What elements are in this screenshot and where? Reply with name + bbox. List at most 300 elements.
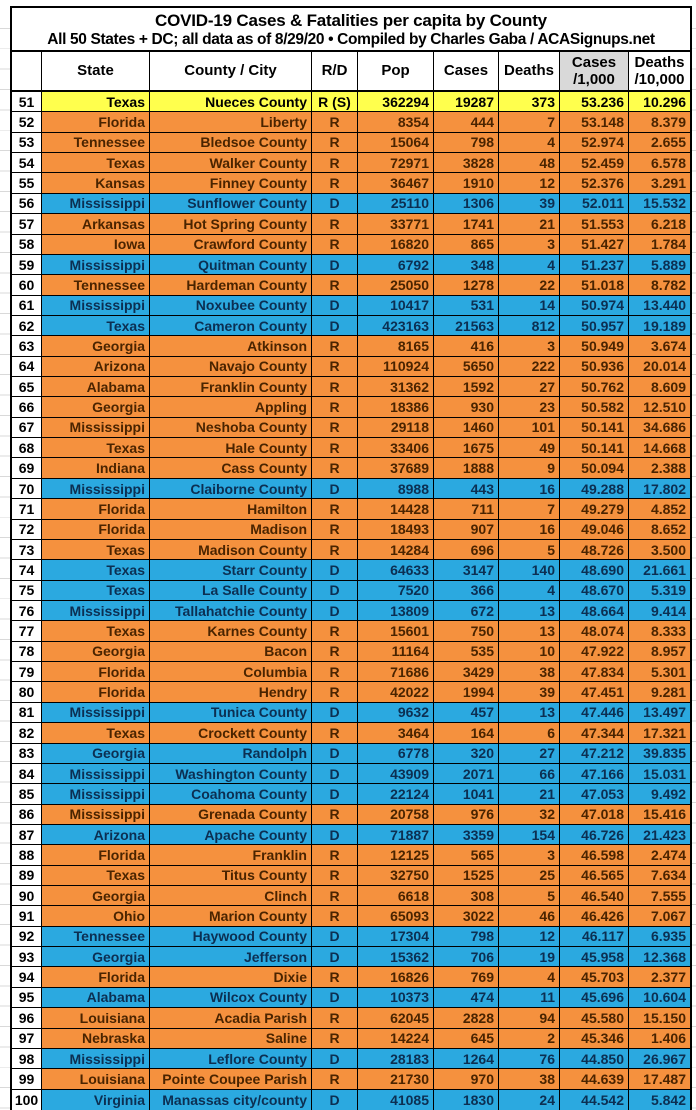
cell-county: Wilcox County xyxy=(150,988,312,1007)
cell-pop: 72971 xyxy=(358,153,434,172)
cell-pop: 7520 xyxy=(358,581,434,600)
cell-cases: 348 xyxy=(434,255,499,274)
cell-pop: 12125 xyxy=(358,845,434,864)
cell-cases-per-1000: 50.974 xyxy=(560,296,629,315)
cell-county: Karnes County xyxy=(150,621,312,640)
cell-county: Franklin xyxy=(150,845,312,864)
cell-deaths: 4 xyxy=(499,581,560,600)
cell-rd: R xyxy=(312,866,358,885)
cell-cases: 457 xyxy=(434,703,499,722)
cell-cases: 865 xyxy=(434,235,499,254)
cell-rank: 56 xyxy=(12,194,42,213)
cell-pop: 18493 xyxy=(358,520,434,539)
cell-cases-per-1000: 50.582 xyxy=(560,397,629,416)
cell-deaths-per-10000: 10.296 xyxy=(629,92,690,111)
cell-pop: 62045 xyxy=(358,1008,434,1027)
cell-cases-per-1000: 47.344 xyxy=(560,723,629,742)
cell-pop: 6618 xyxy=(358,886,434,905)
header-pop: Pop xyxy=(358,52,434,90)
cell-deaths: 27 xyxy=(499,744,560,763)
cell-rank: 65 xyxy=(12,377,42,396)
cell-cases-per-1000: 51.427 xyxy=(560,235,629,254)
cell-rank: 94 xyxy=(12,967,42,986)
cell-deaths: 5 xyxy=(499,540,560,559)
cell-deaths: 21 xyxy=(499,214,560,233)
cell-cases: 3022 xyxy=(434,906,499,925)
cell-deaths-per-10000: 7.067 xyxy=(629,906,690,925)
table-row xyxy=(12,682,690,702)
cell-pop: 43909 xyxy=(358,764,434,783)
cell-pop: 32750 xyxy=(358,866,434,885)
cell-state: Texas xyxy=(42,316,150,335)
cell-state: Florida xyxy=(42,967,150,986)
cell-cases: 769 xyxy=(434,967,499,986)
table-row xyxy=(12,967,690,987)
table-row xyxy=(12,845,690,865)
table-row xyxy=(12,581,690,601)
cell-cases: 1460 xyxy=(434,418,499,437)
cell-state: Tennessee xyxy=(42,133,150,152)
cell-state: Mississippi xyxy=(42,255,150,274)
cell-pop: 8988 xyxy=(358,479,434,498)
cell-pop: 36467 xyxy=(358,173,434,192)
cell-rank: 100 xyxy=(12,1090,42,1110)
table-row xyxy=(12,642,690,662)
cell-county: Hamilton xyxy=(150,499,312,518)
cell-state: Florida xyxy=(42,112,150,131)
cell-rd: R xyxy=(312,336,358,355)
cell-rd: R xyxy=(312,377,358,396)
cell-rd: D xyxy=(312,479,358,498)
cell-cases-per-1000: 45.958 xyxy=(560,947,629,966)
cell-cases: 1592 xyxy=(434,377,499,396)
cell-rd: D xyxy=(312,560,358,579)
cell-state: Iowa xyxy=(42,235,150,254)
table-row xyxy=(12,214,690,234)
cell-rank: 63 xyxy=(12,336,42,355)
cell-county: Bacon xyxy=(150,642,312,661)
cell-rd: R xyxy=(312,886,358,905)
cell-rank: 54 xyxy=(12,153,42,172)
cell-cases: 443 xyxy=(434,479,499,498)
table-row xyxy=(12,886,690,906)
cell-deaths-per-10000: 5.842 xyxy=(629,1090,690,1110)
cell-state: Louisiana xyxy=(42,1069,150,1088)
cell-pop: 423163 xyxy=(358,316,434,335)
cell-rank: 95 xyxy=(12,988,42,1007)
cell-state: Texas xyxy=(42,92,150,111)
cell-rank: 84 xyxy=(12,764,42,783)
cell-county: Hardeman County xyxy=(150,275,312,294)
cell-cases-per-1000: 46.426 xyxy=(560,906,629,925)
cell-pop: 6778 xyxy=(358,744,434,763)
table-row xyxy=(12,255,690,275)
cell-county: Leflore County xyxy=(150,1049,312,1068)
cell-cases: 798 xyxy=(434,133,499,152)
cell-county: Finney County xyxy=(150,173,312,192)
cell-pop: 17304 xyxy=(358,927,434,946)
cell-cases: 1278 xyxy=(434,275,499,294)
cell-state: Texas xyxy=(42,540,150,559)
cell-cases: 645 xyxy=(434,1029,499,1048)
cell-state: Mississippi xyxy=(42,703,150,722)
cell-rank: 98 xyxy=(12,1049,42,1068)
cell-county: Saline xyxy=(150,1029,312,1048)
table-row xyxy=(12,397,690,417)
cell-rd: D xyxy=(312,581,358,600)
table-row xyxy=(12,296,690,316)
table-row xyxy=(12,520,690,540)
table-row xyxy=(12,1008,690,1028)
cell-deaths: 7 xyxy=(499,112,560,131)
cell-rank: 90 xyxy=(12,886,42,905)
table-row xyxy=(12,133,690,153)
cell-deaths-per-10000: 12.510 xyxy=(629,397,690,416)
cell-county: Grenada County xyxy=(150,805,312,824)
table-body xyxy=(12,92,690,1110)
table-row xyxy=(12,1049,690,1069)
table-row xyxy=(12,235,690,255)
cell-rank: 80 xyxy=(12,682,42,701)
cell-state: Georgia xyxy=(42,886,150,905)
table-row xyxy=(12,418,690,438)
cell-deaths-per-10000: 8.782 xyxy=(629,275,690,294)
cell-pop: 9632 xyxy=(358,703,434,722)
cell-county: Dixie xyxy=(150,967,312,986)
cell-state: Nebraska xyxy=(42,1029,150,1048)
cell-county: Pointe Coupee Parish xyxy=(150,1069,312,1088)
cell-rd: D xyxy=(312,764,358,783)
cell-state: Texas xyxy=(42,153,150,172)
cell-county: Haywood County xyxy=(150,927,312,946)
cell-deaths: 94 xyxy=(499,1008,560,1027)
cell-pop: 8165 xyxy=(358,336,434,355)
cell-rd: R xyxy=(312,418,358,437)
cell-cases: 1910 xyxy=(434,173,499,192)
cell-cases-per-1000: 52.011 xyxy=(560,194,629,213)
cell-deaths: 76 xyxy=(499,1049,560,1068)
cell-county: Walker County xyxy=(150,153,312,172)
cell-deaths: 11 xyxy=(499,988,560,1007)
cell-cases-per-1000: 45.346 xyxy=(560,1029,629,1048)
cell-cases-per-1000: 51.018 xyxy=(560,275,629,294)
cell-deaths-per-10000: 39.835 xyxy=(629,744,690,763)
table-row xyxy=(12,744,690,764)
cell-rank: 72 xyxy=(12,520,42,539)
cell-county: Cass County xyxy=(150,458,312,477)
cell-cases: 3828 xyxy=(434,153,499,172)
cell-county: Randolph xyxy=(150,744,312,763)
table-row xyxy=(12,112,690,132)
cell-pop: 21730 xyxy=(358,1069,434,1088)
cell-rd: D xyxy=(312,1090,358,1110)
cell-state: Mississippi xyxy=(42,805,150,824)
cell-pop: 13809 xyxy=(358,601,434,620)
header-deaths_per_10000: Deaths /10,000 xyxy=(634,53,685,88)
table-title: COVID-19 Cases & Fatalities per capita by County xyxy=(155,11,547,30)
cell-deaths-per-10000: 5.889 xyxy=(629,255,690,274)
cell-county: Atkinson xyxy=(150,336,312,355)
cell-deaths-per-10000: 14.668 xyxy=(629,438,690,457)
cell-rd: R xyxy=(312,723,358,742)
cell-county: La Salle County xyxy=(150,581,312,600)
cell-rank: 93 xyxy=(12,947,42,966)
cell-cases: 930 xyxy=(434,397,499,416)
header-cases_per_1000: Cases /1,000 xyxy=(560,52,629,90)
cell-deaths: 24 xyxy=(499,1090,560,1110)
table-row xyxy=(12,927,690,947)
cell-rd: D xyxy=(312,194,358,213)
cell-pop: 15362 xyxy=(358,947,434,966)
cell-rank: 62 xyxy=(12,316,42,335)
cell-rank: 66 xyxy=(12,397,42,416)
cell-cases-per-1000: 46.117 xyxy=(560,927,629,946)
cell-rank: 61 xyxy=(12,296,42,315)
cell-pop: 22124 xyxy=(358,784,434,803)
cell-cases: 3359 xyxy=(434,825,499,844)
cell-cases-per-1000: 50.141 xyxy=(560,438,629,457)
cell-state: Florida xyxy=(42,520,150,539)
cell-rank: 52 xyxy=(12,112,42,131)
cell-cases-per-1000: 52.459 xyxy=(560,153,629,172)
cell-cases: 1994 xyxy=(434,682,499,701)
cell-rd: R xyxy=(312,967,358,986)
cell-deaths: 3 xyxy=(499,336,560,355)
cell-pop: 33406 xyxy=(358,438,434,457)
cell-deaths-per-10000: 8.609 xyxy=(629,377,690,396)
cell-county: Nueces County xyxy=(150,92,312,111)
cell-cases-per-1000: 48.690 xyxy=(560,560,629,579)
cell-deaths-per-10000: 6.578 xyxy=(629,153,690,172)
cell-cases-per-1000: 49.288 xyxy=(560,479,629,498)
cell-cases-per-1000: 53.148 xyxy=(560,112,629,131)
cell-deaths: 12 xyxy=(499,173,560,192)
cell-county: Franklin County xyxy=(150,377,312,396)
cell-rd: D xyxy=(312,255,358,274)
cell-rd: R xyxy=(312,621,358,640)
cell-rank: 68 xyxy=(12,438,42,457)
cell-deaths-per-10000: 8.652 xyxy=(629,520,690,539)
cell-state: Florida xyxy=(42,662,150,681)
cell-deaths: 39 xyxy=(499,194,560,213)
cell-county: Hot Spring County xyxy=(150,214,312,233)
cell-rank: 78 xyxy=(12,642,42,661)
table-row xyxy=(12,194,690,214)
cell-rank: 88 xyxy=(12,845,42,864)
cell-deaths-per-10000: 2.655 xyxy=(629,133,690,152)
cell-county: Quitman County xyxy=(150,255,312,274)
table-row xyxy=(12,601,690,621)
cell-rd: R xyxy=(312,682,358,701)
cell-rd: R xyxy=(312,845,358,864)
cell-deaths-per-10000: 19.189 xyxy=(629,316,690,335)
cell-cases-per-1000: 47.451 xyxy=(560,682,629,701)
table-row xyxy=(12,1090,690,1110)
table-row xyxy=(12,764,690,784)
cell-rd: R xyxy=(312,906,358,925)
cell-cases-per-1000: 44.850 xyxy=(560,1049,629,1068)
cell-cases: 535 xyxy=(434,642,499,661)
cell-pop: 28183 xyxy=(358,1049,434,1068)
cell-state: Florida xyxy=(42,499,150,518)
cell-county: Madison xyxy=(150,520,312,539)
cell-county: Madison County xyxy=(150,540,312,559)
cell-deaths: 27 xyxy=(499,377,560,396)
cell-pop: 42022 xyxy=(358,682,434,701)
cell-deaths-per-10000: 4.852 xyxy=(629,499,690,518)
header-county: County / City xyxy=(150,52,312,90)
cell-deaths: 101 xyxy=(499,418,560,437)
cell-deaths: 23 xyxy=(499,397,560,416)
table-row xyxy=(12,906,690,926)
cell-county: Neshoba County xyxy=(150,418,312,437)
cell-deaths: 373 xyxy=(499,92,560,111)
cell-rank: 86 xyxy=(12,805,42,824)
cell-county: Hale County xyxy=(150,438,312,457)
cell-rd: D xyxy=(312,703,358,722)
cell-pop: 10373 xyxy=(358,988,434,1007)
cell-state: Texas xyxy=(42,581,150,600)
cell-rank: 64 xyxy=(12,357,42,376)
cell-rank: 89 xyxy=(12,866,42,885)
cell-cases-per-1000: 45.580 xyxy=(560,1008,629,1027)
cell-deaths-per-10000: 3.674 xyxy=(629,336,690,355)
cell-cases: 711 xyxy=(434,499,499,518)
cell-deaths: 13 xyxy=(499,621,560,640)
table-row xyxy=(12,1069,690,1089)
cell-rank: 59 xyxy=(12,255,42,274)
cell-deaths-per-10000: 7.634 xyxy=(629,866,690,885)
cell-cases-per-1000: 47.834 xyxy=(560,662,629,681)
cell-cases-per-1000: 44.542 xyxy=(560,1090,629,1110)
cell-state: Texas xyxy=(42,866,150,885)
cell-deaths: 22 xyxy=(499,275,560,294)
cell-state: Georgia xyxy=(42,947,150,966)
cell-rank: 53 xyxy=(12,133,42,152)
cell-rank: 97 xyxy=(12,1029,42,1048)
table-row xyxy=(12,621,690,641)
cell-deaths-per-10000: 8.333 xyxy=(629,621,690,640)
cell-pop: 71887 xyxy=(358,825,434,844)
cell-deaths: 13 xyxy=(499,601,560,620)
cell-rd: R xyxy=(312,112,358,131)
cell-deaths: 46 xyxy=(499,906,560,925)
cell-cases: 416 xyxy=(434,336,499,355)
cell-rank: 79 xyxy=(12,662,42,681)
cell-deaths-per-10000: 15.031 xyxy=(629,764,690,783)
cell-cases: 672 xyxy=(434,601,499,620)
cell-cases: 1741 xyxy=(434,214,499,233)
cell-rd: D xyxy=(312,825,358,844)
cell-cases-per-1000: 48.664 xyxy=(560,601,629,620)
cell-rd: R xyxy=(312,642,358,661)
cell-rd: D xyxy=(312,316,358,335)
cell-state: Mississippi xyxy=(42,601,150,620)
cell-state: Louisiana xyxy=(42,1008,150,1027)
cell-rank: 67 xyxy=(12,418,42,437)
table-row xyxy=(12,377,690,397)
cell-cases: 2828 xyxy=(434,1008,499,1027)
cell-cases-per-1000: 50.957 xyxy=(560,316,629,335)
cell-pop: 25050 xyxy=(358,275,434,294)
cell-rd: R xyxy=(312,458,358,477)
table-row xyxy=(12,540,690,560)
cell-rd: R xyxy=(312,1069,358,1088)
cell-deaths-per-10000: 21.423 xyxy=(629,825,690,844)
cell-county: Tunica County xyxy=(150,703,312,722)
cell-cases: 3429 xyxy=(434,662,499,681)
cell-state: Arkansas xyxy=(42,214,150,233)
table-row xyxy=(12,173,690,193)
table-row xyxy=(12,479,690,499)
cell-rank: 87 xyxy=(12,825,42,844)
cell-cases: 164 xyxy=(434,723,499,742)
cell-deaths: 222 xyxy=(499,357,560,376)
cell-cases: 976 xyxy=(434,805,499,824)
cell-rd: R xyxy=(312,153,358,172)
cell-cases-per-1000: 52.376 xyxy=(560,173,629,192)
table-row xyxy=(12,825,690,845)
cell-pop: 71686 xyxy=(358,662,434,681)
table-row xyxy=(12,1029,690,1049)
table-row xyxy=(12,336,690,356)
cell-cases-per-1000: 50.936 xyxy=(560,357,629,376)
cell-cases: 1041 xyxy=(434,784,499,803)
cell-cases: 19287 xyxy=(434,92,499,111)
cell-cases: 444 xyxy=(434,112,499,131)
cell-state: Mississippi xyxy=(42,194,150,213)
table-row xyxy=(12,438,690,458)
cell-deaths: 13 xyxy=(499,703,560,722)
cell-state: Mississippi xyxy=(42,784,150,803)
cell-cases-per-1000: 51.553 xyxy=(560,214,629,233)
cell-county: Apache County xyxy=(150,825,312,844)
cell-rd: R xyxy=(312,1008,358,1027)
cell-pop: 110924 xyxy=(358,357,434,376)
cell-state: Mississippi xyxy=(42,296,150,315)
cell-rank: 60 xyxy=(12,275,42,294)
cell-state: Mississippi xyxy=(42,1049,150,1068)
table-subtitle: All 50 States + DC; all data as of 8/29/20 • Compiled by Charles Gaba / ACASignups.net xyxy=(47,31,655,48)
cell-pop: 41085 xyxy=(358,1090,434,1110)
cell-county: Crawford County xyxy=(150,235,312,254)
cell-rd: R xyxy=(312,520,358,539)
cell-state: Georgia xyxy=(42,744,150,763)
cell-county: Acadia Parish xyxy=(150,1008,312,1027)
cell-cases: 706 xyxy=(434,947,499,966)
header-cases: Cases xyxy=(434,52,499,90)
cell-state: Indiana xyxy=(42,458,150,477)
cell-deaths: 14 xyxy=(499,296,560,315)
table-row xyxy=(12,316,690,336)
cell-cases: 1675 xyxy=(434,438,499,457)
covid-county-table xyxy=(10,6,692,1110)
cell-rd: D xyxy=(312,744,358,763)
cell-rd: R xyxy=(312,1029,358,1048)
cell-deaths-per-10000: 9.414 xyxy=(629,601,690,620)
cell-pop: 14284 xyxy=(358,540,434,559)
cell-cases-per-1000: 47.018 xyxy=(560,805,629,824)
cell-cases: 21563 xyxy=(434,316,499,335)
cell-pop: 10417 xyxy=(358,296,434,315)
cell-cases-per-1000: 53.236 xyxy=(560,92,629,111)
cell-deaths: 21 xyxy=(499,784,560,803)
cell-pop: 16820 xyxy=(358,235,434,254)
cell-county: Washington County xyxy=(150,764,312,783)
cell-deaths: 154 xyxy=(499,825,560,844)
cell-deaths-per-10000: 1.406 xyxy=(629,1029,690,1048)
cell-rank: 83 xyxy=(12,744,42,763)
